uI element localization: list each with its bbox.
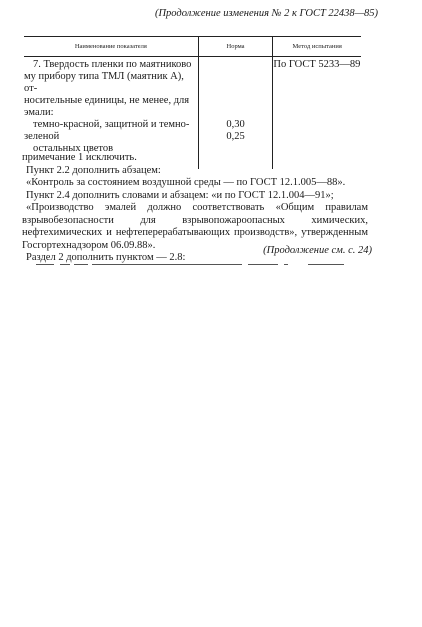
- column-header-norm: Норма: [198, 37, 273, 57]
- norm-value: 0,30: [226, 119, 245, 130]
- indicator-line: зеленой: [24, 131, 60, 142]
- indicator-line: му прибору типа ТМЛ (маятник А), от-: [24, 71, 184, 94]
- indicator-line: остальных цветов: [33, 143, 114, 154]
- table-header-row: [24, 37, 361, 57]
- indicator-table: [24, 36, 361, 169]
- norm-value: 0,25: [226, 131, 245, 142]
- column-header-indicator: Наименование показателя: [24, 37, 198, 57]
- divider-rule: [308, 264, 344, 265]
- indicator-line: носительные единицы, не менее, для: [24, 95, 190, 106]
- divider-rule: [284, 264, 288, 265]
- indicator-line: 7. Твердость пленки по маятниково: [33, 59, 192, 70]
- paragraph: «Производство эмалей должно соответствовать «Общим правилам взрывобезопасности для взрывопожароопасных химических, нефтехимических и нефтеперерабатывающих производств», утвержденным Госгортехнадзором 06.09.88».: [22, 202, 368, 251]
- paragraph: Пункт 2.2 дополнить абзацем:: [26, 164, 161, 176]
- divider-rule: [248, 264, 278, 265]
- column-header-method: Метод испытания: [273, 37, 361, 57]
- divider-rule: [36, 264, 54, 265]
- divider-rule: [60, 264, 70, 265]
- paragraph: Пункт 2.4 дополнить словами и абзацем: «и по ГОСТ 12.1.004—91»;: [26, 189, 334, 201]
- method-cell: По ГОСТ 5233—89: [273, 59, 361, 70]
- paragraph: «Контроль за состоянием воздушной среды — по ГОСТ 12.1.005—88».: [26, 177, 346, 188]
- continuation-note: (Продолжение см. с. 24): [263, 245, 372, 256]
- indicator-line: эмали:: [24, 107, 54, 118]
- divider-rule: [92, 264, 242, 265]
- paragraph: примечание 1 исключить.: [22, 152, 137, 163]
- divider-rule: [74, 264, 88, 265]
- indicator-line: темно-красной, защитной и темно-: [33, 119, 190, 130]
- page-header: (Продолжение изменения № 2 к ГОСТ 22438—85): [154, 8, 378, 19]
- paragraph: Раздел 2 дополнить пунктом — 2.8:: [26, 252, 186, 263]
